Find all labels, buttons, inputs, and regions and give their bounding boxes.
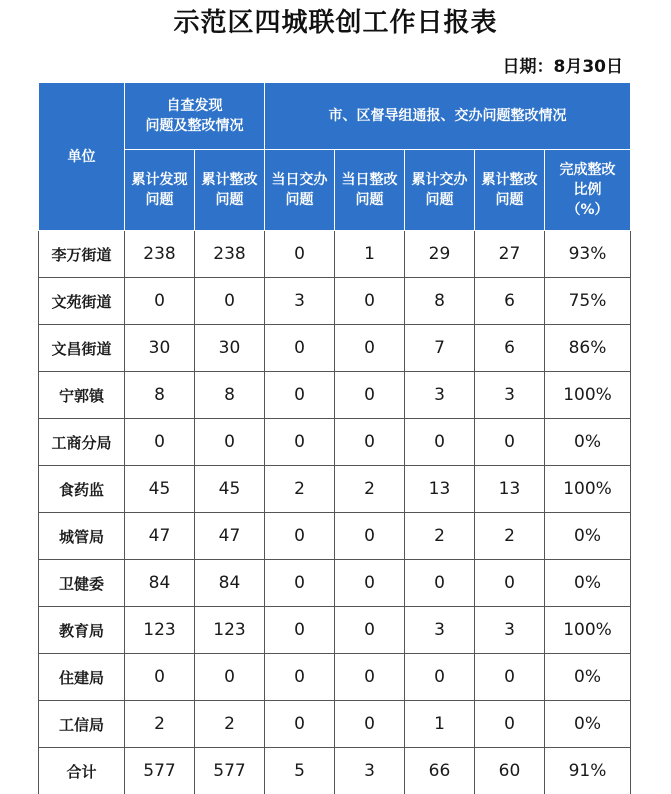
ratio-cell: 86% bbox=[545, 325, 631, 372]
ratio-cell: 91% bbox=[545, 748, 631, 794]
ratio-cell: 75% bbox=[545, 278, 631, 325]
value-cell: 2 bbox=[125, 701, 195, 748]
value-cell: 30 bbox=[125, 325, 195, 372]
value-cell: 0 bbox=[475, 654, 545, 701]
value-cell: 8 bbox=[405, 278, 475, 325]
value-cell: 2 bbox=[405, 513, 475, 560]
daily-report-table bbox=[38, 82, 631, 794]
value-cell: 577 bbox=[195, 748, 265, 794]
value-cell: 84 bbox=[125, 560, 195, 607]
value-cell: 0 bbox=[265, 419, 335, 466]
value-cell: 8 bbox=[125, 372, 195, 419]
table-row bbox=[39, 513, 631, 560]
header-cumulative-fixed: 累计整改 问题 bbox=[475, 150, 545, 231]
value-cell: 47 bbox=[195, 513, 265, 560]
value-cell: 0 bbox=[265, 560, 335, 607]
value-cell: 0 bbox=[265, 513, 335, 560]
value-cell: 0 bbox=[475, 419, 545, 466]
unit-cell: 工商分局 bbox=[39, 419, 125, 466]
unit-cell: 李万街道 bbox=[39, 231, 125, 278]
table-row-total bbox=[39, 748, 631, 794]
unit-cell: 文苑街道 bbox=[39, 278, 125, 325]
ratio-cell: 100% bbox=[545, 607, 631, 654]
table-row bbox=[39, 560, 631, 607]
value-cell: 84 bbox=[195, 560, 265, 607]
ratio-cell: 0% bbox=[545, 419, 631, 466]
value-cell: 0 bbox=[405, 419, 475, 466]
table-row bbox=[39, 325, 631, 372]
value-cell: 30 bbox=[195, 325, 265, 372]
value-cell: 3 bbox=[475, 372, 545, 419]
header-completion-ratio: 完成整改 比例 （%） bbox=[545, 150, 631, 231]
unit-cell: 城管局 bbox=[39, 513, 125, 560]
value-cell: 0 bbox=[265, 607, 335, 654]
header-group-self-check: 自查发现 问题及整改情况 bbox=[125, 83, 265, 150]
value-cell: 27 bbox=[475, 231, 545, 278]
header-daily-fixed: 当日整改 问题 bbox=[335, 150, 405, 231]
value-cell: 0 bbox=[335, 372, 405, 419]
value-cell: 0 bbox=[265, 372, 335, 419]
value-cell: 123 bbox=[125, 607, 195, 654]
unit-cell: 教育局 bbox=[39, 607, 125, 654]
value-cell: 6 bbox=[475, 278, 545, 325]
value-cell: 3 bbox=[405, 372, 475, 419]
table-row bbox=[39, 607, 631, 654]
unit-cell: 合计 bbox=[39, 748, 125, 794]
ratio-cell: 100% bbox=[545, 466, 631, 513]
value-cell: 60 bbox=[475, 748, 545, 794]
value-cell: 0 bbox=[125, 278, 195, 325]
value-cell: 66 bbox=[405, 748, 475, 794]
table-row bbox=[39, 278, 631, 325]
value-cell: 0 bbox=[195, 654, 265, 701]
unit-cell: 卫健委 bbox=[39, 560, 125, 607]
header-cumulative-assigned: 累计交办 问题 bbox=[405, 150, 475, 231]
header-group-supervision: 市、区督导组通报、交办问题整改情况 bbox=[265, 83, 631, 150]
value-cell: 0 bbox=[265, 654, 335, 701]
value-cell: 0 bbox=[405, 654, 475, 701]
value-cell: 0 bbox=[405, 560, 475, 607]
header-daily-assigned: 当日交办 问题 bbox=[265, 150, 335, 231]
report-date: 日期：8月30日 bbox=[503, 52, 624, 77]
table-body bbox=[39, 231, 631, 794]
value-cell: 3 bbox=[475, 607, 545, 654]
value-cell: 0 bbox=[335, 560, 405, 607]
table-row bbox=[39, 654, 631, 701]
unit-cell: 住建局 bbox=[39, 654, 125, 701]
value-cell: 0 bbox=[335, 654, 405, 701]
value-cell: 1 bbox=[405, 701, 475, 748]
value-cell: 2 bbox=[195, 701, 265, 748]
table-row bbox=[39, 466, 631, 513]
header-cumulative-found: 累计发现 问题 bbox=[125, 150, 195, 231]
ratio-cell: 0% bbox=[545, 654, 631, 701]
value-cell: 238 bbox=[125, 231, 195, 278]
value-cell: 1 bbox=[335, 231, 405, 278]
value-cell: 577 bbox=[125, 748, 195, 794]
value-cell: 0 bbox=[265, 701, 335, 748]
value-cell: 0 bbox=[475, 701, 545, 748]
value-cell: 0 bbox=[265, 325, 335, 372]
table-row bbox=[39, 419, 631, 466]
value-cell: 123 bbox=[195, 607, 265, 654]
page-title: 示范区四城联创工作日报表 bbox=[0, 2, 671, 39]
table-row bbox=[39, 701, 631, 748]
ratio-cell: 0% bbox=[545, 513, 631, 560]
value-cell: 0 bbox=[265, 231, 335, 278]
value-cell: 2 bbox=[265, 466, 335, 513]
unit-cell: 文昌街道 bbox=[39, 325, 125, 372]
value-cell: 29 bbox=[405, 231, 475, 278]
value-cell: 0 bbox=[195, 419, 265, 466]
value-cell: 0 bbox=[125, 654, 195, 701]
value-cell: 47 bbox=[125, 513, 195, 560]
value-cell: 5 bbox=[265, 748, 335, 794]
value-cell: 238 bbox=[195, 231, 265, 278]
header-cumulative-fixed-self: 累计整改 问题 bbox=[195, 150, 265, 231]
value-cell: 0 bbox=[335, 701, 405, 748]
value-cell: 2 bbox=[475, 513, 545, 560]
value-cell: 13 bbox=[405, 466, 475, 513]
value-cell: 45 bbox=[195, 466, 265, 513]
value-cell: 0 bbox=[335, 513, 405, 560]
value-cell: 3 bbox=[265, 278, 335, 325]
value-cell: 45 bbox=[125, 466, 195, 513]
table-header bbox=[39, 83, 631, 231]
value-cell: 0 bbox=[335, 325, 405, 372]
header-unit: 单位 bbox=[39, 83, 125, 231]
ratio-cell: 0% bbox=[545, 560, 631, 607]
value-cell: 0 bbox=[475, 560, 545, 607]
unit-cell: 工信局 bbox=[39, 701, 125, 748]
ratio-cell: 93% bbox=[545, 231, 631, 278]
unit-cell: 宁郭镇 bbox=[39, 372, 125, 419]
value-cell: 0 bbox=[335, 607, 405, 654]
ratio-cell: 0% bbox=[545, 701, 631, 748]
value-cell: 7 bbox=[405, 325, 475, 372]
value-cell: 2 bbox=[335, 466, 405, 513]
value-cell: 8 bbox=[195, 372, 265, 419]
table-row bbox=[39, 372, 631, 419]
value-cell: 3 bbox=[335, 748, 405, 794]
ratio-cell: 100% bbox=[545, 372, 631, 419]
unit-cell: 食药监 bbox=[39, 466, 125, 513]
value-cell: 0 bbox=[195, 278, 265, 325]
value-cell: 0 bbox=[335, 419, 405, 466]
value-cell: 3 bbox=[405, 607, 475, 654]
value-cell: 0 bbox=[335, 278, 405, 325]
value-cell: 13 bbox=[475, 466, 545, 513]
value-cell: 0 bbox=[125, 419, 195, 466]
table-row bbox=[39, 231, 631, 278]
value-cell: 6 bbox=[475, 325, 545, 372]
